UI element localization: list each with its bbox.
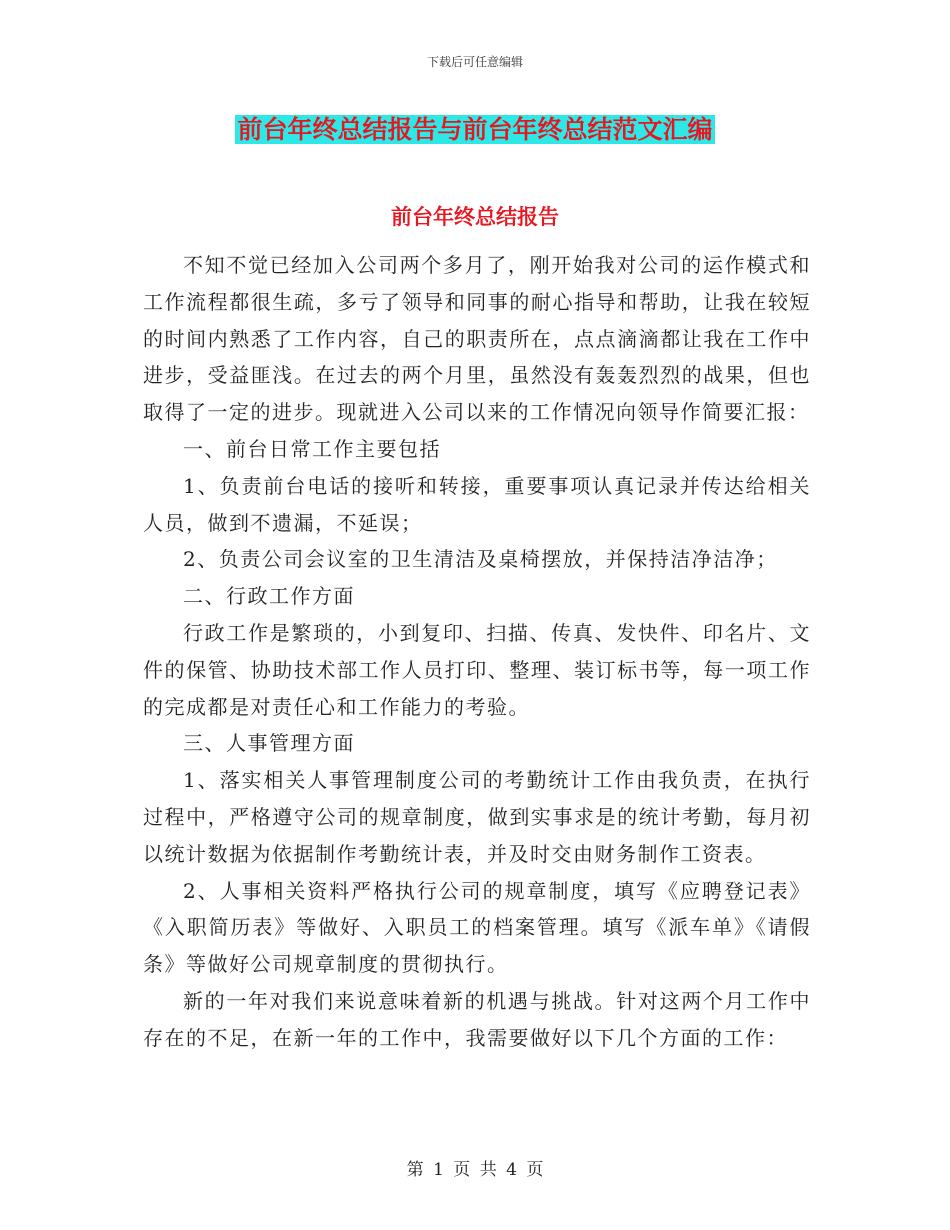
document-title [0,112,950,148]
paragraph-new-year: 新的一年对我们来说意味着新的机遇与挑战。针对这两个月工作中存在的不足，在新一年的工作中，我需要做好以下几个方面的工作： [143,988,811,1050]
paragraph-admin-work: 行政工作是繁琐的，小到复印、扫描、传真、发快件、印名片、文件的保管、协助技术部工作人员打印、整理、装订标书等，每一项工作的完成都是对责任心和工作能力的考验。 [143,620,811,719]
page-number-footer: 第 1 页 共 4 页 [406,1160,544,1180]
paragraph-hr-attendance: 1、落实相关人事管理制度公司的考勤统计工作由我负责，在执行过程中，严格遵守公司的规章制度，做到实事求是的统计考勤，每月初以统计数据为依据制作考勤统计表，并及时交由财务制作工资表。 [143,768,811,866]
document-body [143,247,811,1057]
heading-admin-work: 二、行政工作方面 [183,584,355,609]
section-title: 前台年终总结报告 [391,205,559,229]
paragraph-hr-records: 2、人事相关资料严格执行公司的规章制度，填写《应聘登记表》《入职简历表》等做好、入职员工的档案管理。填写《派车单》《请假条》等做好公司规章制度的贯彻执行。 [143,878,811,977]
heading-front-desk-duties: 一、前台日常工作主要包括 [183,436,441,461]
paragraph-duty-phone: 1、负责前台电话的接听和转接，重要事项认真记录并传达给相关人员，做到不遗漏，不延误； [143,473,811,535]
heading-hr-management: 三、人事管理方面 [183,731,355,756]
paragraph-duty-meeting-room: 2、负责公司会议室的卫生清洁及桌椅摆放，并保持洁净洁净； [183,547,778,572]
document-title-text: 前台年终总结报告与前台年终总结范文汇编 [237,115,713,144]
paragraph-intro: 不知不觉已经加入公司两个多月了，刚开始我对公司的运作模式和工作流程都很生疏，多亏了领导和同事的耐心指导和帮助，让我在较短的时间内熟悉了工作内容，自己的职责所在，点点滴滴都让我在工作中进步，受益匪浅。在过去的两个月里，虽然没有轰轰烈烈的战果，但也取得了一定的进步。现就进入公司以来的工作情况向领导作简要汇报： [143,253,811,425]
header-note: 下载后可任意编辑 [426,55,523,69]
